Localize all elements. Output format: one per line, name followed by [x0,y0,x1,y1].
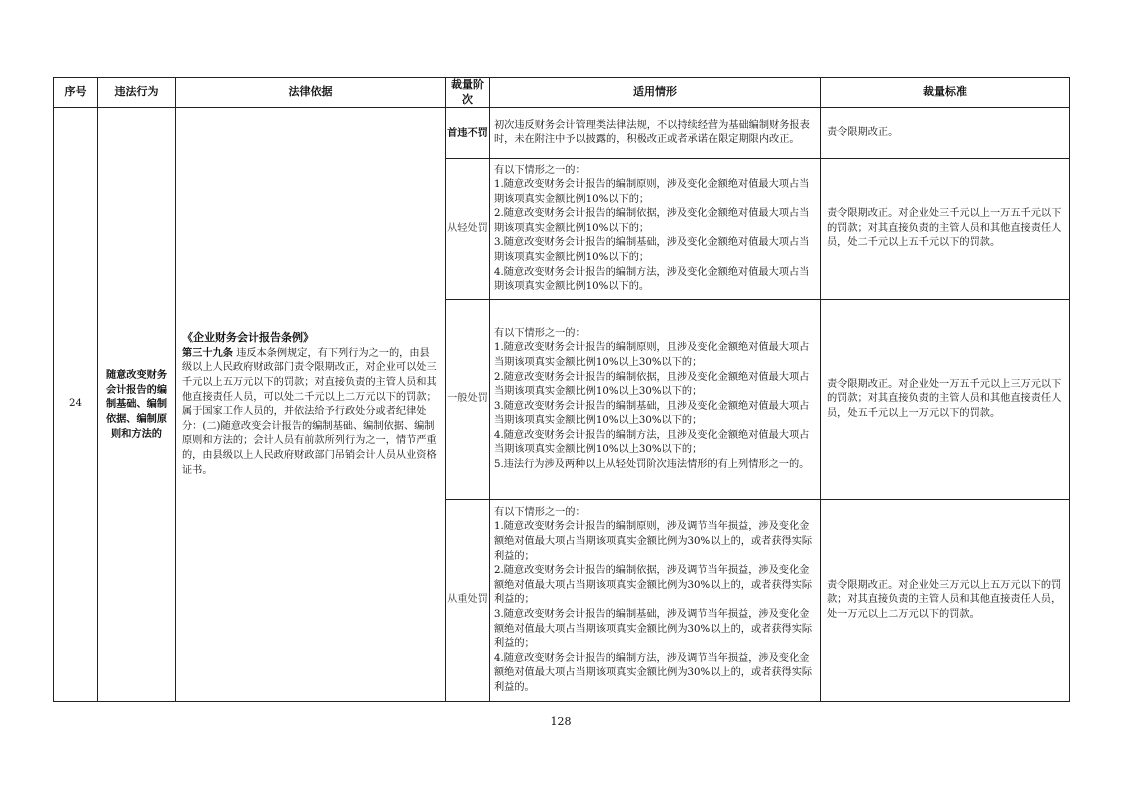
page-number: 128 [550,715,572,728]
legal-basis [176,108,446,702]
header-no: 序号 [54,78,98,108]
basis-text: 违反本条例规定，有下列行为之一的，由县级以上人民政府财政部门责令限期改正，对企业可以处三千元以上五万元以下的罚款；对直接负责的主管人员和其他直接责任人员，可以处二千元以上二万元以下的罚款；属于国家工作人员的，并依法给予行政处分或者纪律处分：(二)随意改变会计报告的编制基础、编制依据、编制原则和方法的；会计人员有前款所列行为之一，情节严重的，由县级以上人民政府财政部门吊销会计人员从业资格证书。 [182,347,437,476]
basis-article: 第三十九条 [182,346,233,359]
tier-standard: 责令限期改正。对企业处三千元以上一万五千元以下的罚款；对其直接负责的主管人员和其他直接责任人员，处二千元以上五千元以下的罚款。 [821,159,1070,300]
header-basis: 法律依据 [176,78,446,108]
violation-act: 随意改变财务会计报告的编制基础、编制依据、编制原则和方法的 [98,108,176,702]
penalty-table [53,77,1070,702]
tier-condition: 有以下情形之一的： 1.随意改变财务会计报告的编制原则，涉及变化金额绝对值最大项占当期该项真实金额比例10%以下的； 2.随意改变财务会计报告的编制依据，涉及变化金额绝对值最大项占当期该项真实金额比例10%以下的； 3.随意改变财务会计报告的编制基础，涉及变化金额绝对值最大项占当期该项真实金额比例10%以下的； 4.随意改变财务会计报告的编制方法，涉及变化金额绝对值最大项占当期该项真实金额比例10%以下的。 [490,159,821,300]
header-row [54,78,1070,108]
header-standard: 裁量标准 [821,78,1070,108]
tier-level: 首违不罚 [446,108,490,159]
tier-level: 从轻处罚 [446,159,490,300]
tier-condition: 有以下情形之一的： 1.随意改变财务会计报告的编制原则，且涉及变化金额绝对值最大项占当期该项真实金额比例10%以上30%以下的； 2.随意改变财务会计报告的编制依据，且涉及变化金额绝对值最大项占当期该项真实金额比例10%以上30%以下的； 3.随意改变财务会计报告的编制基础，且涉及变化金额绝对值最大项占当期该项真实金额比例10%以上30%以下的； 4.随意改变财务会计报告的编制方法，且涉及变化金额绝对值最大项占当期该项真实金额比例10%以上30%以下的； 5.违法行为涉及两种以上从轻处罚阶次违法情形的有上列情形之一的。 [490,300,821,500]
tier-level: 一般处罚 [446,300,490,500]
tier-standard: 责令限期改正。 [821,108,1070,159]
basis-title: 《企业财务会计报告条例》 [182,331,314,345]
header-condition: 适用情形 [490,78,821,108]
table-row [54,108,1070,159]
tier-level: 从重处罚 [446,500,490,702]
row-number: 24 [54,108,98,702]
tier-condition: 初次违反财务会计管理类法律法规，不以持续经营为基础编制财务报表时，未在附注中予以披露的，积极改正或者承诺在限定期限内改正。 [490,108,821,159]
tier-standard: 责令限期改正。对企业处三万元以上五万元以下的罚款；对其直接负责的主管人员和其他直接责任人员，处一万元以上二万元以下的罚款。 [821,500,1070,702]
header-act: 违法行为 [98,78,176,108]
tier-condition: 有以下情形之一的： 1.随意改变财务会计报告的编制原则，涉及调节当年损益，涉及变化金额绝对值最大项占当期该项真实金额比例为30%以上的，或者获得实际利益的； 2.随意改变财务会计报告的编制依据，涉及调节当年损益，涉及变化金额绝对值最大项占当期该项真实金额比例为30%以上的，或者获得实际利益的； 3.随意改变财务会计报告的编制基础，涉及调节当年损益，涉及变化金额绝对值最大项占当期该项真实金额比例为30%以上的，或者获得实际利益的； 4.随意改变财务会计报告的编制方法，涉及调节当年损益，涉及变化金额绝对值最大项占当期该项真实金额比例为30%以上的，或者获得实际利益的。 [490,500,821,702]
header-level: 裁量阶次 [446,78,490,108]
tier-standard: 责令限期改正。对企业处一万五千元以上三万元以下的罚款；对其直接负责的主管人员和其他直接责任人员，处五千元以上一万元以下的罚款。 [821,300,1070,500]
